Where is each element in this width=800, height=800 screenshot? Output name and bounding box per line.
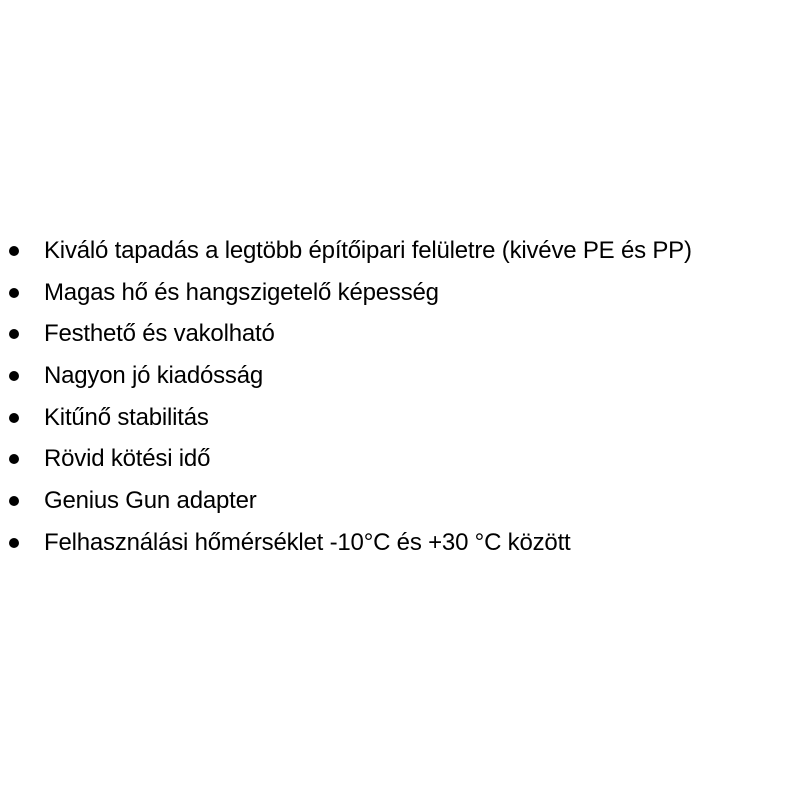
- list-item: [0, 230, 800, 272]
- list-item: [0, 438, 800, 480]
- bullet-icon: [9, 288, 19, 298]
- bullet-icon: [9, 538, 19, 548]
- bullet-icon: [9, 246, 19, 256]
- bullet-icon: [9, 496, 19, 506]
- feature-text: Felhasználási hőmérséklet -10°C és +30 °C között: [44, 528, 571, 556]
- feature-text: Festhető és vakolható: [44, 320, 275, 348]
- feature-text: Kiváló tapadás a legtöbb építőipari felületre (kivéve PE és PP): [44, 237, 692, 264]
- feature-text: Nagyon jó kiadósság: [44, 362, 264, 390]
- list-item: [0, 480, 800, 522]
- bullet-icon: [9, 329, 19, 339]
- feature-text: Kitűnő stabilitás: [44, 403, 209, 431]
- bullet-icon: [9, 454, 19, 464]
- feature-text: Genius Gun adapter: [44, 487, 257, 515]
- list-item: [0, 522, 800, 564]
- feature-text: Magas hő és hangszigetelő képesség: [44, 278, 439, 306]
- list-item: [0, 397, 800, 439]
- feature-list: [0, 230, 800, 564]
- feature-text: Rövid kötési idő: [44, 445, 211, 473]
- list-item: [0, 272, 800, 314]
- list-item: [0, 355, 800, 397]
- bullet-icon: [9, 413, 19, 423]
- bullet-icon: [9, 371, 19, 381]
- list-item: [0, 313, 800, 355]
